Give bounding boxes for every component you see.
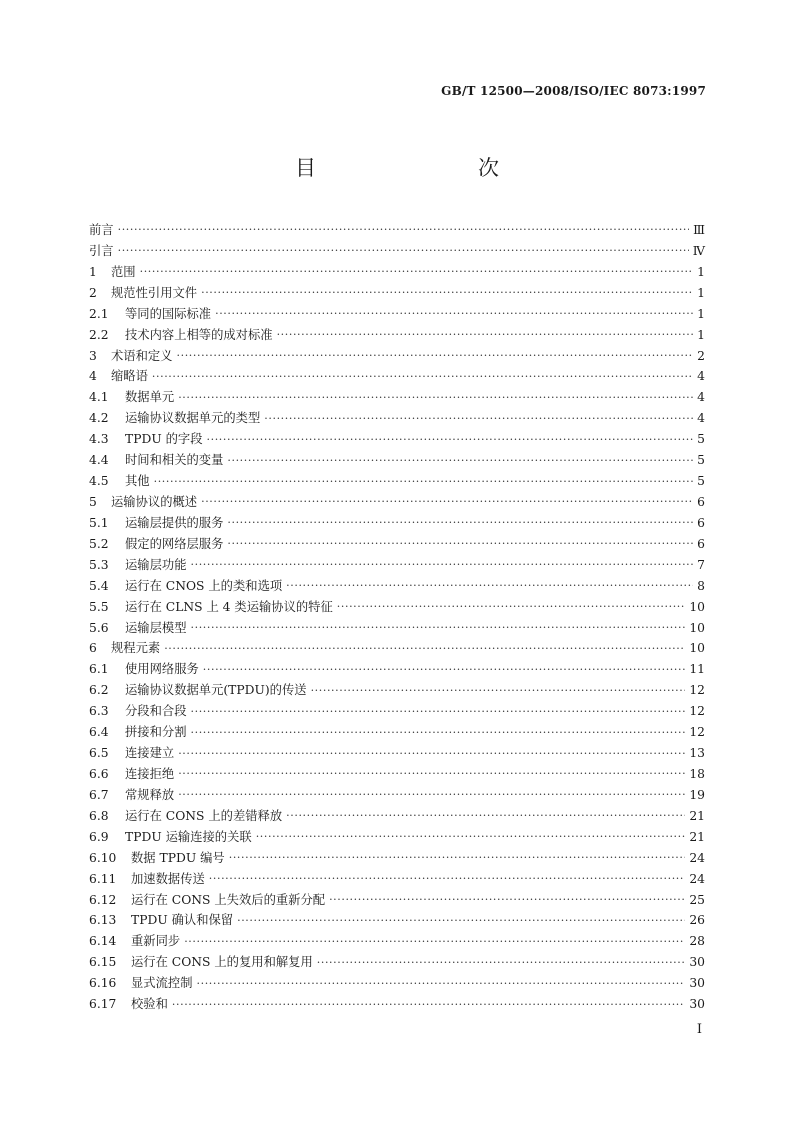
toc-entry[interactable] [89, 952, 705, 973]
toc-entry-number: 5.1 [89, 515, 109, 530]
toc-entry[interactable] [89, 701, 705, 722]
toc-entry-page: 24 [689, 850, 705, 865]
toc-entry-page: 30 [689, 955, 705, 970]
toc-entry-page: 12 [689, 725, 705, 740]
toc-entry-page: Ⅲ [693, 223, 705, 237]
toc-leader-dots [237, 911, 685, 931]
toc-entry-label: 运输协议数据单元的类型 [125, 411, 261, 426]
toc-entry-page: 5 [697, 453, 705, 468]
toc-leader-dots [178, 764, 685, 784]
toc-entry-number: 6.16 [89, 976, 117, 991]
toc-entry[interactable] [89, 241, 705, 262]
toc-entry[interactable] [89, 534, 705, 555]
toc-entry-number: 6.15 [89, 955, 117, 970]
toc-entry-page: 25 [689, 892, 705, 907]
toc-leader-dots [177, 346, 694, 366]
toc-entry-page: 7 [697, 557, 705, 572]
toc-entry-number: 6.13 [89, 913, 117, 928]
toc-entry-number: 4.2 [89, 411, 109, 426]
toc-entry-number: 6.6 [89, 766, 109, 781]
toc-entry[interactable] [89, 429, 705, 450]
toc-entry-label: 连接拒绝 [125, 766, 175, 781]
page-number: I [696, 1022, 702, 1037]
toc-leader-dots [311, 681, 686, 701]
toc-leader-dots [337, 597, 686, 617]
toc-entry-page: 13 [689, 746, 705, 761]
toc-entry-number: 5 [89, 494, 97, 509]
toc-entry[interactable] [89, 743, 705, 764]
toc-entry-label: 等同的国际标准 [125, 306, 212, 321]
toc-entry-page: 26 [689, 913, 705, 928]
toc-entry[interactable] [89, 931, 705, 952]
toc-entry[interactable] [89, 513, 705, 534]
toc-entry-label: 前言 [89, 223, 114, 237]
toc-leader-dots [256, 827, 686, 847]
toc-leader-dots [229, 848, 686, 868]
table-of-contents [89, 220, 705, 1015]
toc-entry-label: 运输协议的概述 [111, 494, 198, 509]
toc-entry-number: 4.3 [89, 432, 109, 447]
toc-entry[interactable] [89, 346, 705, 367]
toc-entry-label: 假定的网络层服务 [125, 536, 224, 551]
toc-entry[interactable] [89, 827, 705, 848]
toc-entry-label: 数据 TPDU 编号 [131, 850, 225, 865]
toc-entry-number: 6.7 [89, 787, 109, 802]
toc-entry-label: 使用网络服务 [125, 662, 199, 677]
toc-entry-label: 范围 [111, 264, 136, 279]
toc-entry-number: 4.4 [89, 453, 109, 468]
toc-entry-label: 运输层提供的服务 [125, 515, 224, 530]
toc-leader-dots [201, 492, 693, 512]
toc-entry[interactable] [89, 304, 705, 325]
toc-entry-page: 19 [689, 787, 705, 802]
toc-entry-label: 运行在 CNOS 上的类和选项 [125, 578, 283, 593]
toc-entry-number: 6.5 [89, 746, 109, 761]
toc-entry[interactable] [89, 576, 705, 597]
toc-entry-label: 规范性引用文件 [111, 285, 198, 300]
toc-leader-dots [203, 660, 686, 680]
toc-entry[interactable] [89, 890, 705, 911]
toc-leader-dots [118, 220, 690, 240]
toc-leader-dots [227, 513, 693, 533]
toc-entry[interactable] [89, 659, 705, 680]
toc-entry-number: 5.6 [89, 620, 109, 635]
toc-entry-number: 5.2 [89, 536, 109, 551]
toc-entry[interactable] [89, 764, 705, 785]
toc-entry-number: 6.17 [89, 997, 117, 1012]
toc-entry-number: 6.10 [89, 850, 117, 865]
toc-entry-number: 6.8 [89, 808, 109, 823]
toc-entry-page: 2 [697, 348, 705, 363]
toc-entry-label: TPDU 运输连接的关联 [125, 829, 252, 844]
toc-entry-page: 1 [697, 327, 705, 342]
toc-entry[interactable] [89, 638, 705, 659]
toc-entry-number: 1 [89, 264, 97, 279]
toc-entry-page: 6 [697, 515, 705, 530]
toc-entry-label: 运输层功能 [125, 557, 187, 572]
toc-entry-page: 4 [697, 390, 705, 405]
toc-entry-label: 缩略语 [111, 369, 148, 384]
toc-leader-dots [227, 451, 693, 471]
toc-entry-page: Ⅳ [692, 243, 705, 258]
toc-entry-number: 4.1 [89, 390, 109, 405]
toc-entry-number: 6.11 [89, 871, 117, 886]
toc-entry-number: 4.5 [89, 474, 109, 489]
toc-entry-page: 6 [697, 536, 705, 551]
toc-entry-label: 运行在 CONS 上的复用和解复用 [131, 955, 313, 970]
toc-entry-number: 6.4 [89, 725, 109, 740]
toc-entry[interactable] [89, 806, 705, 827]
toc-entry-label: 引言 [89, 243, 114, 258]
toc-leader-dots [277, 325, 693, 345]
toc-leader-dots [191, 555, 694, 575]
toc-entry-page: 12 [689, 683, 705, 698]
toc-entry[interactable] [89, 450, 705, 471]
toc-entry-label: 其他 [125, 474, 150, 489]
toc-entry-page: 1 [697, 306, 705, 321]
toc-entry[interactable] [89, 597, 705, 618]
toc-entry-label: 显式流控制 [131, 976, 193, 991]
toc-leader-dots [286, 576, 693, 596]
toc-entry[interactable] [89, 220, 705, 241]
toc-leader-dots [317, 953, 686, 973]
toc-entry-label: 连接建立 [125, 746, 175, 761]
toc-entry-page: 6 [697, 494, 705, 509]
toc-entry-number: 6.1 [89, 662, 109, 677]
toc-entry-number: 5.4 [89, 578, 109, 593]
toc-entry-page: 21 [689, 829, 705, 844]
toc-entry-page: 1 [697, 285, 705, 300]
toc-leader-dots [172, 995, 685, 1015]
toc-entry-label: 运行在 CONS 上失效后的重新分配 [131, 892, 326, 907]
toc-entry-label: 技术内容上相等的成对标准 [125, 327, 273, 342]
toc-leader-dots [215, 304, 693, 324]
toc-entry[interactable] [89, 722, 705, 743]
toc-entry-number: 2 [89, 285, 97, 300]
toc-entry-label: 规程元素 [111, 641, 161, 656]
toc-entry-number: 6.9 [89, 829, 109, 844]
toc-entry-page: 12 [689, 704, 705, 719]
toc-entry-label: 重新同步 [131, 934, 181, 949]
toc-entry[interactable] [89, 366, 705, 387]
toc-entry-page: 5 [697, 474, 705, 489]
toc-entry[interactable] [89, 555, 705, 576]
toc-leader-dots [140, 262, 693, 282]
toc-entry[interactable] [89, 471, 705, 492]
toc-entry-label: 运输协议数据单元(TPDU)的传送 [125, 683, 307, 698]
toc-entry-label: 运行在 CONS 上的差错释放 [125, 808, 283, 823]
toc-entry[interactable] [89, 848, 705, 869]
toc-leader-dots [264, 409, 693, 429]
toc-leader-dots [207, 430, 694, 450]
toc-entry-page: 10 [689, 620, 705, 635]
toc-entry-number: 4 [89, 369, 97, 384]
toc-entry-page: 10 [689, 641, 705, 656]
toc-entry-label: 常规释放 [125, 787, 175, 802]
toc-entry-number: 6 [89, 641, 97, 656]
toc-entry-label: TPDU 的字段 [125, 432, 203, 447]
toc-entry-number: 6.2 [89, 683, 109, 698]
toc-entry-label: 运行在 CLNS 上 4 类运输协议的特征 [125, 599, 333, 614]
toc-entry[interactable] [89, 325, 705, 346]
standard-number-header: GB/T 12500—2008/ISO/IEC 8073:1997 [441, 84, 706, 98]
toc-entry-label: 时间和相关的变量 [125, 453, 224, 468]
toc-leader-dots [191, 702, 686, 722]
toc-entry-label: 拼接和分割 [125, 725, 187, 740]
toc-entry-label: 校验和 [131, 997, 168, 1012]
toc-title: 目 次 [295, 156, 539, 180]
toc-entry[interactable] [89, 910, 705, 931]
toc-leader-dots [184, 932, 685, 952]
toc-entry[interactable] [89, 492, 705, 513]
toc-entry-number: 6.12 [89, 892, 117, 907]
toc-entry[interactable] [89, 618, 705, 639]
toc-leader-dots [191, 723, 686, 743]
toc-entry-page: 1 [697, 264, 705, 279]
toc-entry-number: 5.5 [89, 599, 109, 614]
toc-entry-label: 术语和定义 [111, 348, 173, 363]
toc-leader-dots [154, 472, 693, 492]
toc-entry-number: 2.1 [89, 306, 109, 321]
toc-leader-dots [164, 639, 685, 659]
toc-entry-label: 分段和合段 [125, 704, 187, 719]
toc-leader-dots [209, 869, 686, 889]
toc-leader-dots [286, 806, 685, 826]
toc-entry[interactable] [89, 262, 705, 283]
toc-entry-page: 11 [689, 662, 705, 677]
toc-entry-number: 6.3 [89, 704, 109, 719]
toc-entry-page: 8 [697, 578, 705, 593]
toc-entry-number: 6.14 [89, 934, 117, 949]
toc-entry[interactable] [89, 680, 705, 701]
toc-leader-dots [191, 618, 686, 638]
toc-entry-page: 5 [697, 432, 705, 447]
toc-entry-number: 2.2 [89, 327, 109, 342]
toc-leader-dots [178, 785, 685, 805]
toc-leader-dots [178, 744, 685, 764]
toc-entry-label: 运输层模型 [125, 620, 187, 635]
toc-entry-label: TPDU 确认和保留 [131, 913, 234, 928]
toc-entry[interactable] [89, 283, 705, 304]
toc-entry-number: 3 [89, 348, 97, 363]
toc-leader-dots [329, 890, 685, 910]
toc-entry-number: 5.3 [89, 557, 109, 572]
toc-entry-page: 10 [689, 599, 705, 614]
toc-entry[interactable] [89, 387, 705, 408]
toc-leader-dots [201, 283, 693, 303]
toc-entry-label: 加速数据传送 [131, 871, 205, 886]
toc-entry[interactable] [89, 785, 705, 806]
toc-entry[interactable] [89, 994, 705, 1015]
toc-leader-dots [227, 534, 693, 554]
toc-entry-page: 30 [689, 997, 705, 1012]
toc-entry-page: 21 [689, 808, 705, 823]
toc-entry-page: 24 [689, 871, 705, 886]
toc-entry[interactable] [89, 408, 705, 429]
toc-entry-label: 数据单元 [125, 390, 175, 405]
toc-entry-page: 4 [697, 369, 705, 384]
toc-entry-page: 4 [697, 411, 705, 426]
toc-entry[interactable] [89, 973, 705, 994]
toc-entry[interactable] [89, 869, 705, 890]
toc-entry-page: 30 [689, 976, 705, 991]
toc-leader-dots [152, 367, 693, 387]
toc-leader-dots [197, 974, 686, 994]
toc-leader-dots [118, 241, 689, 261]
toc-entry-page: 18 [689, 766, 705, 781]
toc-entry-page: 28 [689, 934, 705, 949]
toc-leader-dots [178, 388, 693, 408]
